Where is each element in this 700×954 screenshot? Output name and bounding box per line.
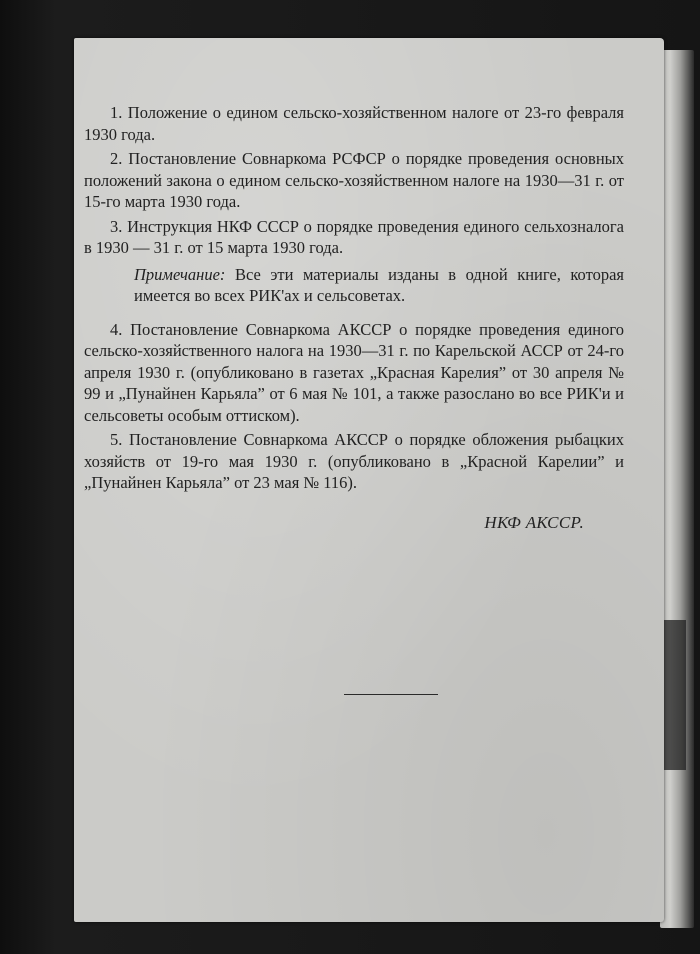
next-page-edge [660, 50, 694, 928]
note [134, 264, 624, 307]
list-item-4: 4. Постановление Совнаркома АКССР о порядке проведения единого сельско-хозяйственного налога на 1930—31 г. по Карельской АССР от 24-го апреля 1930 г. (опубликовано в газетах „Красная Карелия” от 30 апреля № 99 и „Пунайнен Карьяла” от 6 мая № 101, а также разослано во все РИК'и и сельсоветы особым оттиском). [84, 319, 624, 425]
list-item-2: 2. Постановление Совнаркома РСФСР о порядке проведения основных положений закона о едином сельско-хозяйственном налоге на 1930—31 г. от 15-го марта 1930 года. [84, 149, 624, 211]
page-edge-damage [664, 620, 686, 770]
horizontal-rule [344, 694, 438, 695]
note-label: Примечание: [134, 264, 226, 284]
list-item-1: 1. Положение о едином сельско-хозяйственном налоге от 23-го февраля 1930 года. [84, 103, 624, 144]
note-text: Все эти материалы изданы в одной книге, которая имеется во всех РИК'ах и сельсоветах. [134, 264, 624, 305]
document-text [84, 102, 624, 533]
signature: НКФ АКССР. [484, 512, 584, 532]
list-item-5: 5. Постановление Совнаркома АКССР о порядке обложения рыбацких хозяйств от 19-го мая 1930 г. (опубликовано в „Красной Карелии” и „Пунайнен Карьяла” от 23 мая № 116). [84, 430, 624, 492]
list-item-3: 3. Инструкция НКФ СССР о порядке проведения единого сельхозналога в 1930 — 31 г. от 15 марта 1930 года. [84, 216, 624, 257]
